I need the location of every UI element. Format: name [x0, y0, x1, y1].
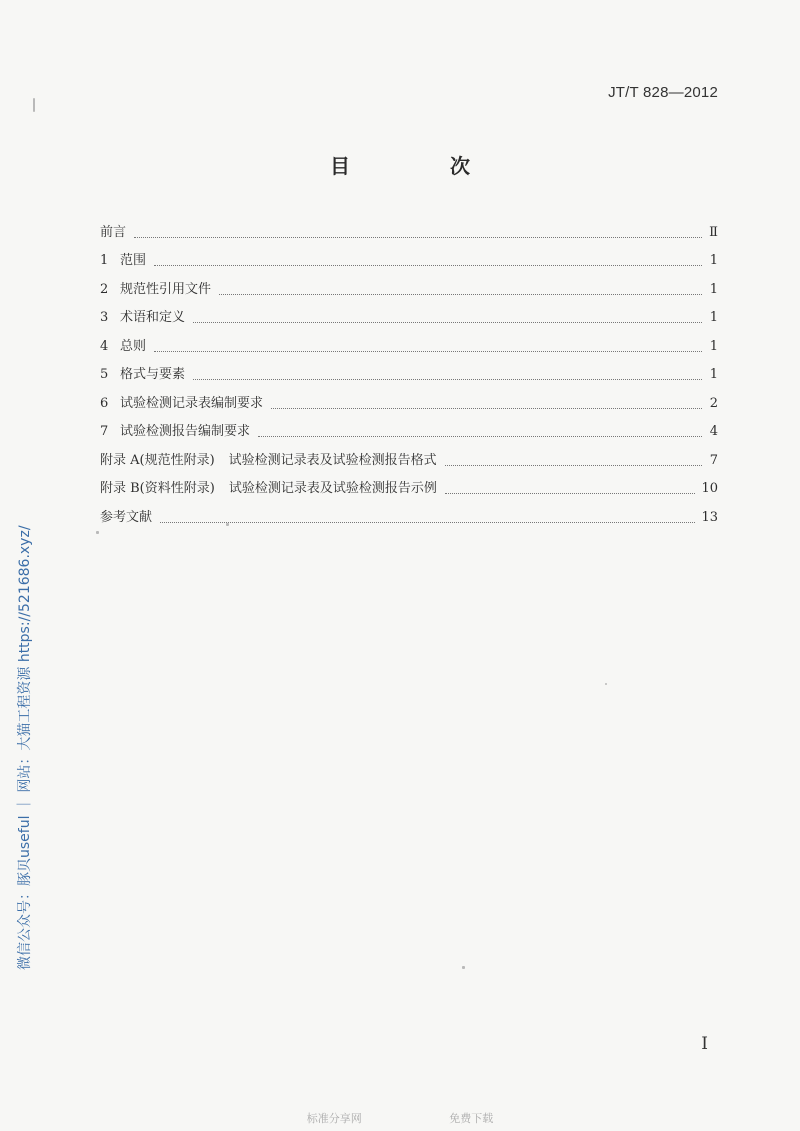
toc-entry-record-form-requirements[interactable] [100, 383, 718, 412]
toc-entry-label: 规范性引用文件 [120, 281, 212, 297]
toc-list [100, 212, 718, 526]
toc-entry-label: 试验检测记录表编制要求 [120, 395, 264, 411]
toc-leader-dots [160, 521, 695, 523]
toc-entry-page: 4 [709, 424, 718, 439]
toc-leader-dots [134, 236, 702, 238]
toc-leader-dots [193, 321, 702, 323]
toc-entry-label: 术语和定义 [120, 310, 186, 325]
toc-title: 目 次 [330, 154, 510, 178]
toc-entry-page: 1 [709, 367, 718, 382]
toc-entry-number: 3 [100, 310, 109, 325]
toc-entry-number: 6 [100, 395, 109, 411]
toc-entry-page: Ⅱ [709, 224, 718, 240]
toc-entry-page: 1 [709, 338, 718, 354]
toc-entry-format-elements[interactable] [100, 355, 718, 384]
toc-entry-label: 附录 A(规范性附录) [100, 452, 215, 468]
toc-entry-page: 2 [709, 395, 718, 411]
toc-entry-sublabel: 试验检测记录表及试验检测报告示例 [228, 481, 437, 496]
toc-entry-page: 13 [701, 509, 718, 525]
toc-entry-label: 总则 [120, 338, 147, 354]
toc-entry-label: 格式与要素 [120, 367, 186, 382]
scan-speck [96, 531, 99, 534]
page-number: Ⅰ [701, 1034, 708, 1054]
scan-speck [33, 98, 35, 112]
toc-leader-dots [219, 293, 702, 295]
footer-left-text: 标准分享网 [306, 1112, 362, 1125]
toc-entry-report-requirements[interactable] [100, 412, 718, 441]
toc-entry-annex-a[interactable] [100, 440, 718, 469]
toc-leader-dots [154, 350, 702, 352]
toc-entry-number: 1 [100, 253, 109, 268]
toc-entry-page: 1 [709, 310, 718, 325]
toc-entry-number: 2 [100, 281, 109, 297]
toc-entry-number: 5 [100, 367, 109, 382]
toc-entry-number: 4 [100, 338, 109, 354]
document-code: JT/T 828—2012 [608, 84, 718, 101]
toc-entry-general[interactable] [100, 326, 718, 355]
toc-leader-dots [193, 378, 702, 380]
scan-speck [226, 523, 229, 526]
toc-entry-number: 7 [100, 424, 109, 439]
toc-leader-dots [271, 407, 702, 409]
toc-entry-scope[interactable] [100, 241, 718, 270]
toc-entry-normative-references[interactable] [100, 269, 718, 298]
toc-leader-dots [154, 264, 702, 266]
toc-entry-label: 前言 [100, 224, 127, 240]
toc-entry-page: 7 [709, 452, 718, 468]
toc-entry-bibliography[interactable] [100, 497, 718, 526]
toc-entry-label: 附录 B(资料性附录) [100, 481, 215, 496]
scan-speck [462, 966, 465, 969]
side-watermark: 微信公众号：豚贝useful ｜ 网站：大猫工程资源 https://521686.xyz/ [17, 525, 33, 970]
footer [0, 1110, 800, 1126]
toc-entry-page: 10 [701, 481, 718, 496]
toc-entry-sublabel: 试验检测记录表及试验检测报告格式 [228, 452, 437, 468]
toc-leader-dots [258, 435, 702, 437]
toc-leader-dots [445, 464, 702, 466]
toc-entry-label: 范围 [120, 253, 147, 268]
scan-speck [605, 683, 607, 685]
footer-right-text: 免费下载 [449, 1112, 494, 1125]
toc-entry-terms-definitions[interactable] [100, 298, 718, 327]
toc-entry-label: 试验检测报告编制要求 [120, 424, 251, 439]
toc-leader-dots [445, 492, 696, 494]
toc-entry-foreword[interactable] [100, 212, 718, 241]
toc-entry-page: 1 [709, 253, 718, 268]
toc-entry-page: 1 [709, 281, 718, 297]
toc-entry-label: 参考文献 [100, 509, 153, 525]
toc-entry-annex-b[interactable] [100, 469, 718, 498]
